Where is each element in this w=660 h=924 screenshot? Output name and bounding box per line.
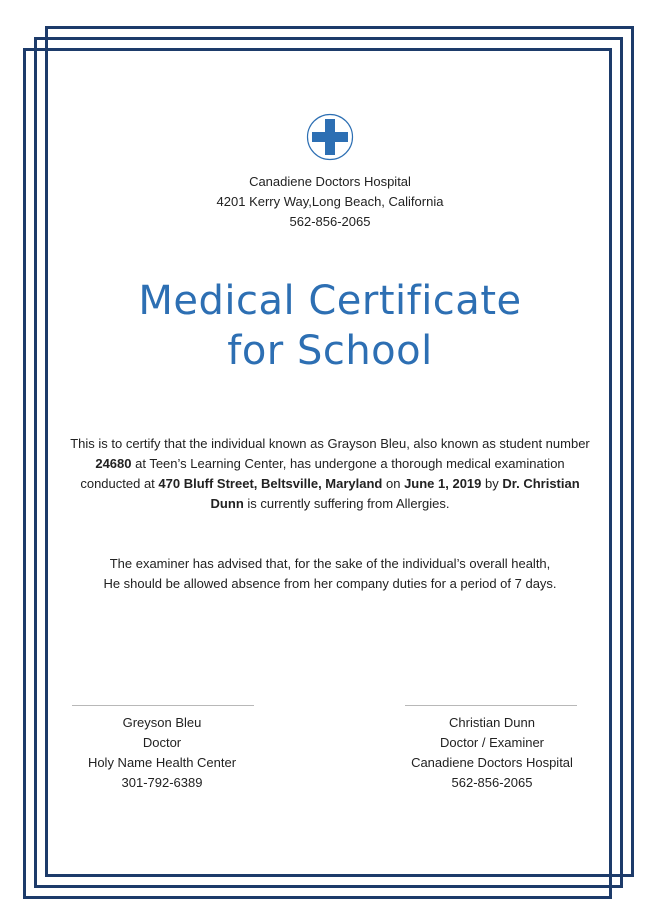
- hospital-name: Canadiene Doctors Hospital: [249, 174, 411, 189]
- signer-role: Doctor: [142, 735, 182, 750]
- signature-line: [405, 705, 577, 706]
- text-segment: at Teen’s Learning Center, has undergone a thorough medical examination conducted at: [80, 456, 565, 491]
- hospital-info: [0, 172, 660, 232]
- signature-line: [72, 705, 254, 706]
- text-segment: on: [382, 476, 405, 491]
- examining-doctor: Dr. Christian Dunn: [210, 476, 580, 511]
- advice-line-1: The examiner has advised that, for the sake of the individual’s overall health,: [109, 556, 551, 571]
- signature-block-left: [57, 705, 267, 793]
- advice-line-2: He should be allowed absence from her company duties for a period of 7 days.: [103, 576, 557, 591]
- exam-date: June 1, 2019: [404, 476, 482, 491]
- signer-name: Christian Dunn: [449, 715, 535, 730]
- signer-phone: 301-792-6389: [121, 775, 203, 790]
- medical-cross-icon: [306, 113, 354, 161]
- hospital-address: 4201 Kerry Way,Long Beach, California: [216, 194, 444, 209]
- signature-block-right: [387, 705, 597, 793]
- text-segment: by: [481, 476, 503, 491]
- student-number: 24680: [95, 456, 132, 471]
- signer-name: Greyson Bleu: [122, 715, 202, 730]
- text-segment: This is to certify that the individual known as Grayson Bleu, also known as student number: [70, 436, 590, 451]
- certification-paragraph: [70, 434, 590, 514]
- signer-organization: Canadiene Doctors Hospital: [411, 755, 573, 770]
- signer-phone: 562-856-2065: [451, 775, 533, 790]
- signer-role: Doctor / Examiner: [439, 735, 545, 750]
- exam-location: 470 Bluff Street, Beltsville, Maryland: [158, 476, 383, 491]
- text-segment: is currently suffering from Allergies.: [243, 496, 450, 511]
- advice-paragraph: [70, 554, 590, 594]
- title-line-2: for School: [227, 328, 433, 374]
- certificate-title: [0, 276, 660, 376]
- hospital-phone: 562-856-2065: [289, 214, 371, 229]
- signer-organization: Holy Name Health Center: [87, 755, 237, 770]
- title-line-1: Medical Certificate: [138, 278, 522, 324]
